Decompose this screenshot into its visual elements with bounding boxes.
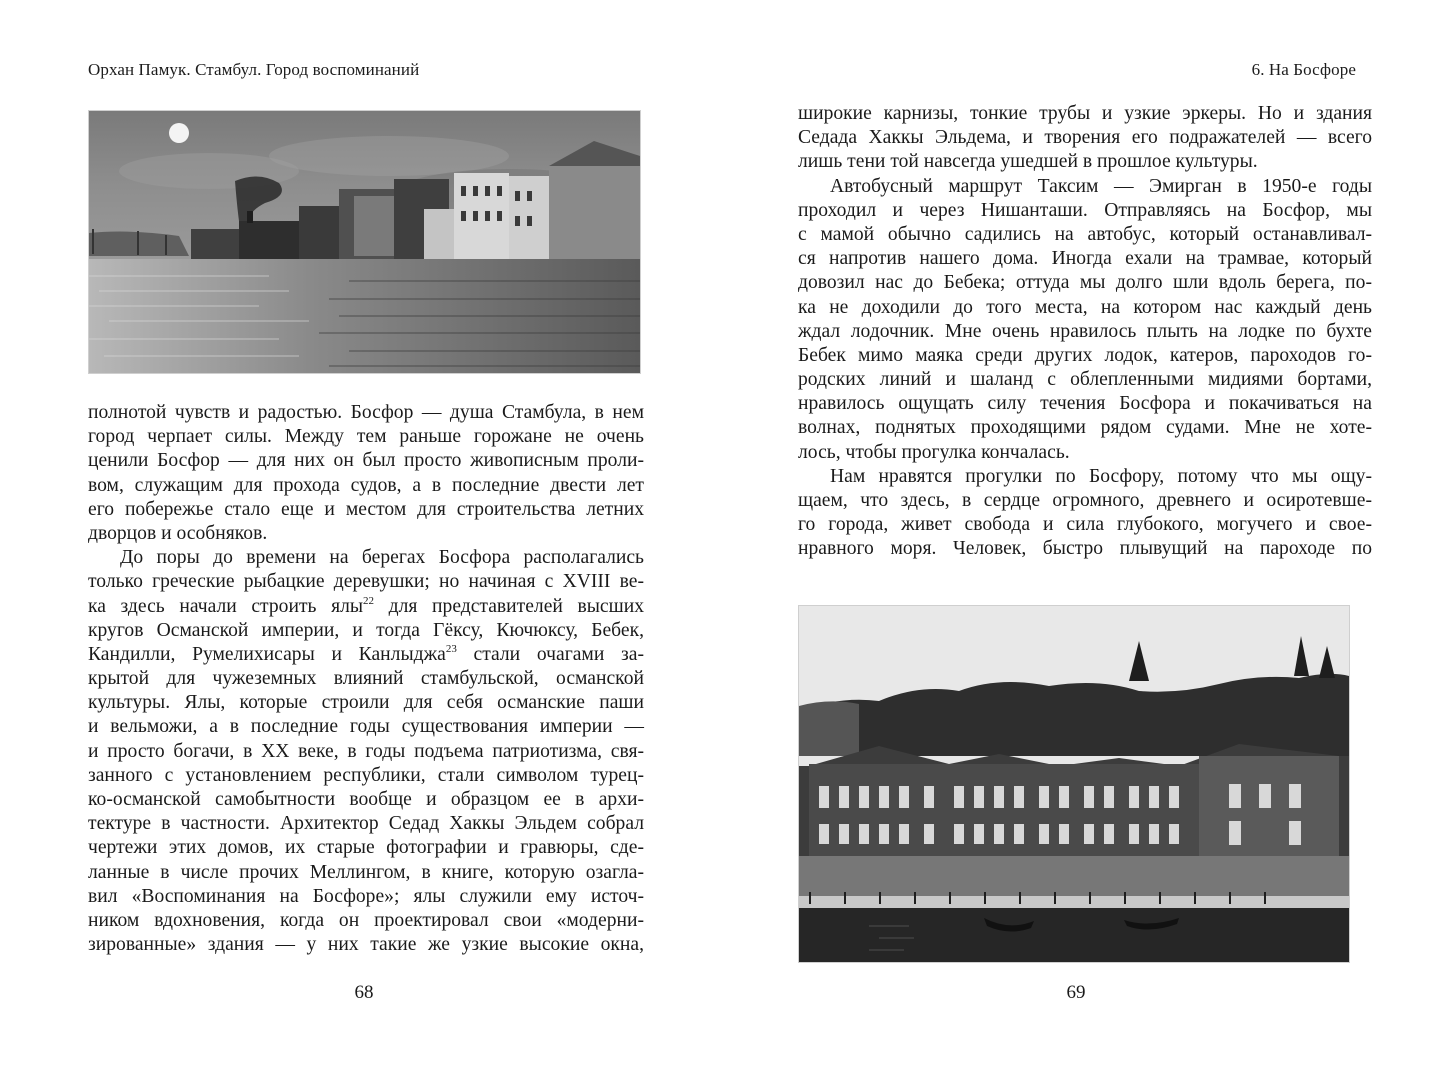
text-line-content: ланные в числе прочих Меллингом, в книге, которую озагла- [88, 861, 644, 883]
text-line-content: Кандилли, Румелихисары и Канлыджа [88, 643, 446, 665]
text-line-content: го города, живет свобода и сила глубокого, могучего и свое- [798, 514, 1372, 536]
text-line [798, 392, 1372, 416]
text-line-content: ждал лодочник. Мне очень нравилось плыть на лодке по бухте [798, 320, 1372, 342]
text-line-content: Автобусный маршрут Таксим — Эмирган в 1950-е годы [830, 175, 1372, 197]
text-line [88, 885, 644, 909]
text-line [88, 836, 644, 860]
text-line-content: До поры до времени на берегах Босфора располагались [120, 547, 644, 569]
text-line [88, 425, 644, 449]
text-line [798, 102, 1372, 126]
text-line [88, 498, 644, 522]
right-page-body-text [798, 102, 1372, 562]
left-page-body-text [88, 401, 644, 957]
text-line [798, 199, 1372, 223]
text-line-content: ником вдохновения, когда он проектировал свои «модерни- [88, 909, 644, 931]
text-line-content: кругов Османской империи, и тогда Гёксу, Кючюксу, Бебек, [88, 619, 644, 641]
text-line [88, 909, 644, 933]
text-line-content: волнах, поднятых проходящими рядом судами. Мне не хоте- [798, 417, 1372, 439]
page-number-right: 69 [1066, 982, 1086, 1003]
footnote-reference[interactable]: 22 [363, 594, 375, 607]
text-line [798, 344, 1372, 368]
text-line [88, 449, 644, 473]
photo-moonlit-bosphorus [89, 111, 640, 373]
text-line [798, 126, 1372, 150]
text-line [88, 764, 644, 788]
text-line-content: проходил и через Нишанташи. Отправляясь на Босфор, мы [798, 199, 1372, 221]
text-line-content: довозил нас до Бебека; оттуда мы долго шли вдоль берега, по- [798, 272, 1372, 294]
text-line [798, 150, 1372, 174]
text-line-content: ка здесь начали строить ялы [88, 595, 364, 617]
text-line [88, 474, 644, 498]
text-line-content: зированные» здания — у них такие же узкие высокие окна, [88, 934, 644, 956]
text-line [798, 441, 1372, 465]
text-line-content: и просто богачи, в XX веке, в годы подъема патриотизма, свя- [88, 740, 644, 762]
text-line [798, 175, 1372, 199]
text-line [88, 812, 644, 836]
text-line [88, 667, 644, 691]
moonlit-bosphorus-image [89, 111, 640, 373]
text-line-content: и вельможи, а в последние годы существования империи — [88, 716, 644, 738]
text-line [88, 570, 644, 594]
page-number-left: 68 [354, 982, 374, 1003]
text-line-tail: стали очагами за- [456, 643, 644, 665]
text-line-content: полнотой чувств и радостью. Босфор — душа Стамбула, в нем [88, 402, 644, 423]
text-line-content: с мамой обычно садились на автобус, который останавливал- [798, 223, 1372, 245]
moon-icon [169, 123, 189, 143]
text-line-content: культуры. Ялы, которые строили для себя османские паши [88, 692, 644, 714]
text-line-content: его побережье стало еще и местом для строительства летних [88, 498, 644, 520]
text-line [88, 643, 644, 667]
text-line-content: только греческие рыбацкие деревушки; но начиная с XVIII ве- [88, 571, 644, 593]
text-line-content: вил «Воспоминания на Босфоре»; ялы служили ему источ- [88, 885, 644, 907]
text-line [798, 271, 1372, 295]
text-line [88, 861, 644, 885]
text-line-tail: для представителей высших [374, 595, 645, 617]
text-line-content: вом, служащим для прохода судов, а в последние двести лет [88, 474, 644, 496]
text-line [88, 401, 644, 425]
text-line [798, 465, 1372, 489]
text-line-content: лось, чтобы прогулка кончалась. [798, 441, 1070, 463]
right-page [720, 0, 1440, 1080]
text-line-content: Нам нравятся прогулки по Босфору, потому что мы ощу- [830, 465, 1372, 487]
text-line [88, 619, 644, 643]
text-line-content: щаем, что здесь, в сердце огромного, древнего и осиротевше- [798, 490, 1372, 511]
footnote-reference[interactable]: 23 [445, 642, 457, 655]
text-line [88, 595, 644, 619]
running-head-left: Орхан Памук. Стамбул. Город воспоминаний [88, 60, 420, 79]
running-head-right: 6. На Босфоре [1251, 60, 1356, 79]
text-line [798, 223, 1372, 247]
text-line [798, 489, 1372, 513]
text-line-content: широкие карнизы, тонкие трубы и узкие эркеры. Но и здания [798, 103, 1372, 124]
text-line-content: Бебек мимо маяка среди других лодок, катеров, пароходов го- [798, 344, 1372, 366]
yali-waterfront-image [799, 606, 1349, 962]
text-line [798, 416, 1372, 440]
text-line [798, 296, 1372, 320]
text-line [88, 715, 644, 739]
text-line [88, 788, 644, 812]
text-line [798, 368, 1372, 392]
text-line [798, 320, 1372, 344]
text-line [88, 691, 644, 715]
text-line-content: ко-османской самобытности вообще и образцом ее в архи- [88, 789, 644, 810]
text-line-content: ка не доходили до того места, на котором нас каждый день [798, 296, 1372, 318]
text-line-content: нравилось ощущать силу течения Босфора и покачиваться на [798, 393, 1372, 415]
text-line-content: ся напротив нашего дома. Иногда ехали на трамвае, который [798, 248, 1372, 270]
text-line [798, 247, 1372, 271]
text-line-content: ценили Босфор — для них он был просто живописным проли- [88, 450, 644, 472]
text-line-content: занного с установлением республики, стали символом турец- [88, 764, 644, 786]
text-line-content: город черпает силы. Между тем раньше горожане не очень [88, 426, 644, 448]
text-line-content: чертежи этих домов, их старые фотографии и гравюры, сде- [88, 837, 644, 859]
text-line-content: родских линий и шаланд с облепленными мидиями бортами, [798, 369, 1372, 391]
photo-yali-waterfront [799, 606, 1349, 962]
text-line-content: крытой для чужеземных влияний стамбульской, османской [88, 668, 644, 690]
text-line-content: Седада Хаккы Эльдема, и творения его подражателей — всего [798, 127, 1372, 149]
text-line-content: тектуре в частности. Архитектор Седад Хаккы Эльдем собрал [88, 813, 644, 835]
text-line-content: лишь тени той навсегда ушедшей в прошлое культуры. [798, 151, 1258, 173]
text-line [88, 933, 644, 957]
text-line-content: дворцов и особняков. [88, 522, 268, 544]
text-line [88, 546, 644, 570]
text-line [88, 740, 644, 764]
text-line [88, 522, 644, 546]
text-line [798, 537, 1372, 561]
text-line-content: нравного моря. Человек, быстро плывущий на пароходе по [798, 538, 1372, 560]
text-line [798, 513, 1372, 537]
